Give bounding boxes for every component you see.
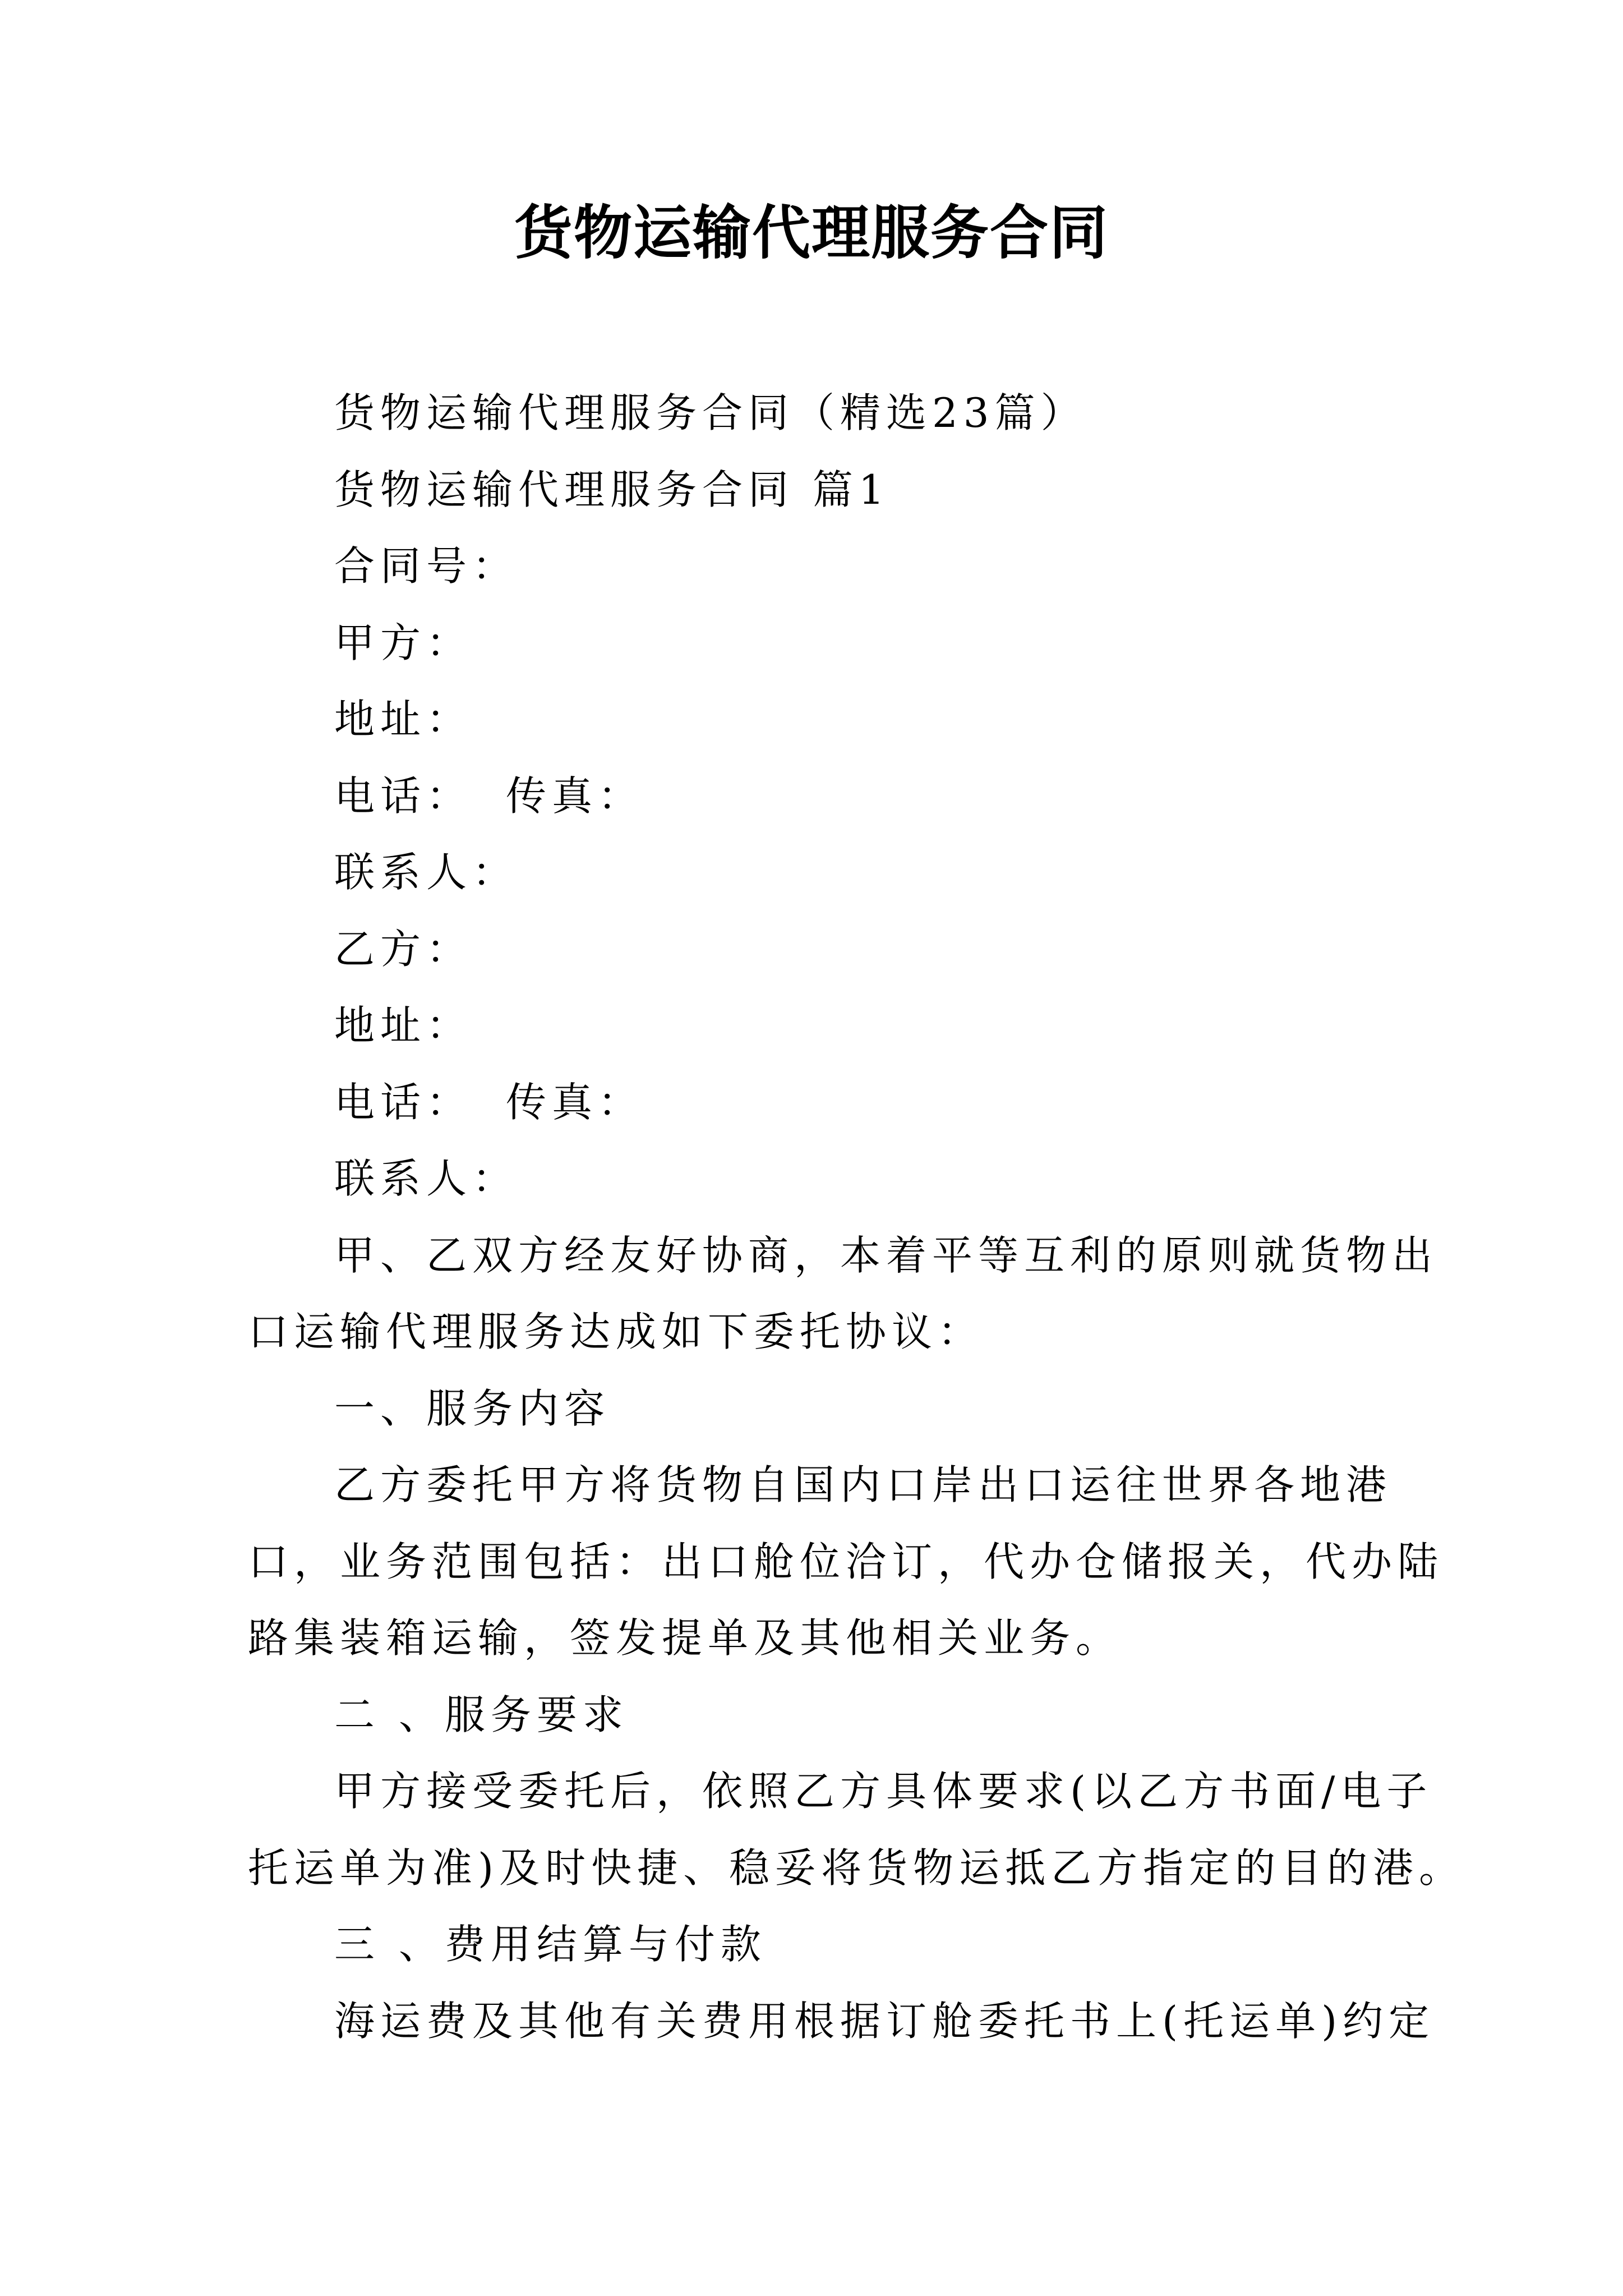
party-b-contact-field: 联系人： xyxy=(334,1155,519,1202)
section-heading: 二 、服务要求 xyxy=(334,1691,629,1738)
document-body xyxy=(248,375,1465,2059)
paragraph-line: 甲、乙双方经友好协商，本着平等互利的原则就货物出 xyxy=(334,1231,1438,1279)
party-a-address-field: 地址： xyxy=(334,696,473,743)
subtitle-line: 货物运输代理服务合同（精选23篇） xyxy=(334,389,1087,436)
paragraph-line: 托运单为准)及时快捷、稳妥将货物运抵乙方指定的目的港。 xyxy=(248,1844,1465,1892)
party-b-field: 乙方： xyxy=(334,925,473,973)
section-heading: 三 、费用结算与付款 xyxy=(334,1921,767,1968)
paragraph-line: 口，业务范围包括：出口舱位洽订，代办仓储报关，代办陆 xyxy=(248,1538,1444,1585)
party-a-contact-field: 联系人： xyxy=(334,849,519,896)
party-a-field: 甲方： xyxy=(334,619,473,666)
paragraph-line: 乙方委托甲方将货物自国内口岸出口运往世界各地港 xyxy=(334,1461,1393,1508)
document-title: 货物运输代理服务合同 xyxy=(514,199,1109,267)
party-a-fax-field: 传真： xyxy=(506,772,644,820)
paragraph-line: 海运费及其他有关费用根据订舱委托书上(托运单)约定 xyxy=(334,1997,1435,2045)
section-heading: 一、服务内容 xyxy=(334,1384,611,1432)
party-a-phone-fax-line xyxy=(248,758,1386,835)
party-b-phone-fax-line xyxy=(248,1064,1386,1141)
party-b-phone-field: 电话： xyxy=(334,1078,473,1126)
party-b-fax-field: 传真： xyxy=(506,1078,644,1126)
contract-number-field: 合同号： xyxy=(334,542,519,590)
paragraph-line: 路集装箱运输，签发提单及其他相关业务。 xyxy=(248,1614,1122,1662)
party-a-phone-field: 电话： xyxy=(334,772,473,820)
paragraph-line: 口运输代理服务达成如下委托协议： xyxy=(248,1308,984,1355)
section-heading-part1: 货物运输代理服务合同 篇1 xyxy=(334,466,890,513)
paragraph-line: 甲方接受委托后，依照乙方具体要求(以乙方书面/电子 xyxy=(334,1768,1433,1815)
party-b-address-field: 地址： xyxy=(334,1002,473,1049)
